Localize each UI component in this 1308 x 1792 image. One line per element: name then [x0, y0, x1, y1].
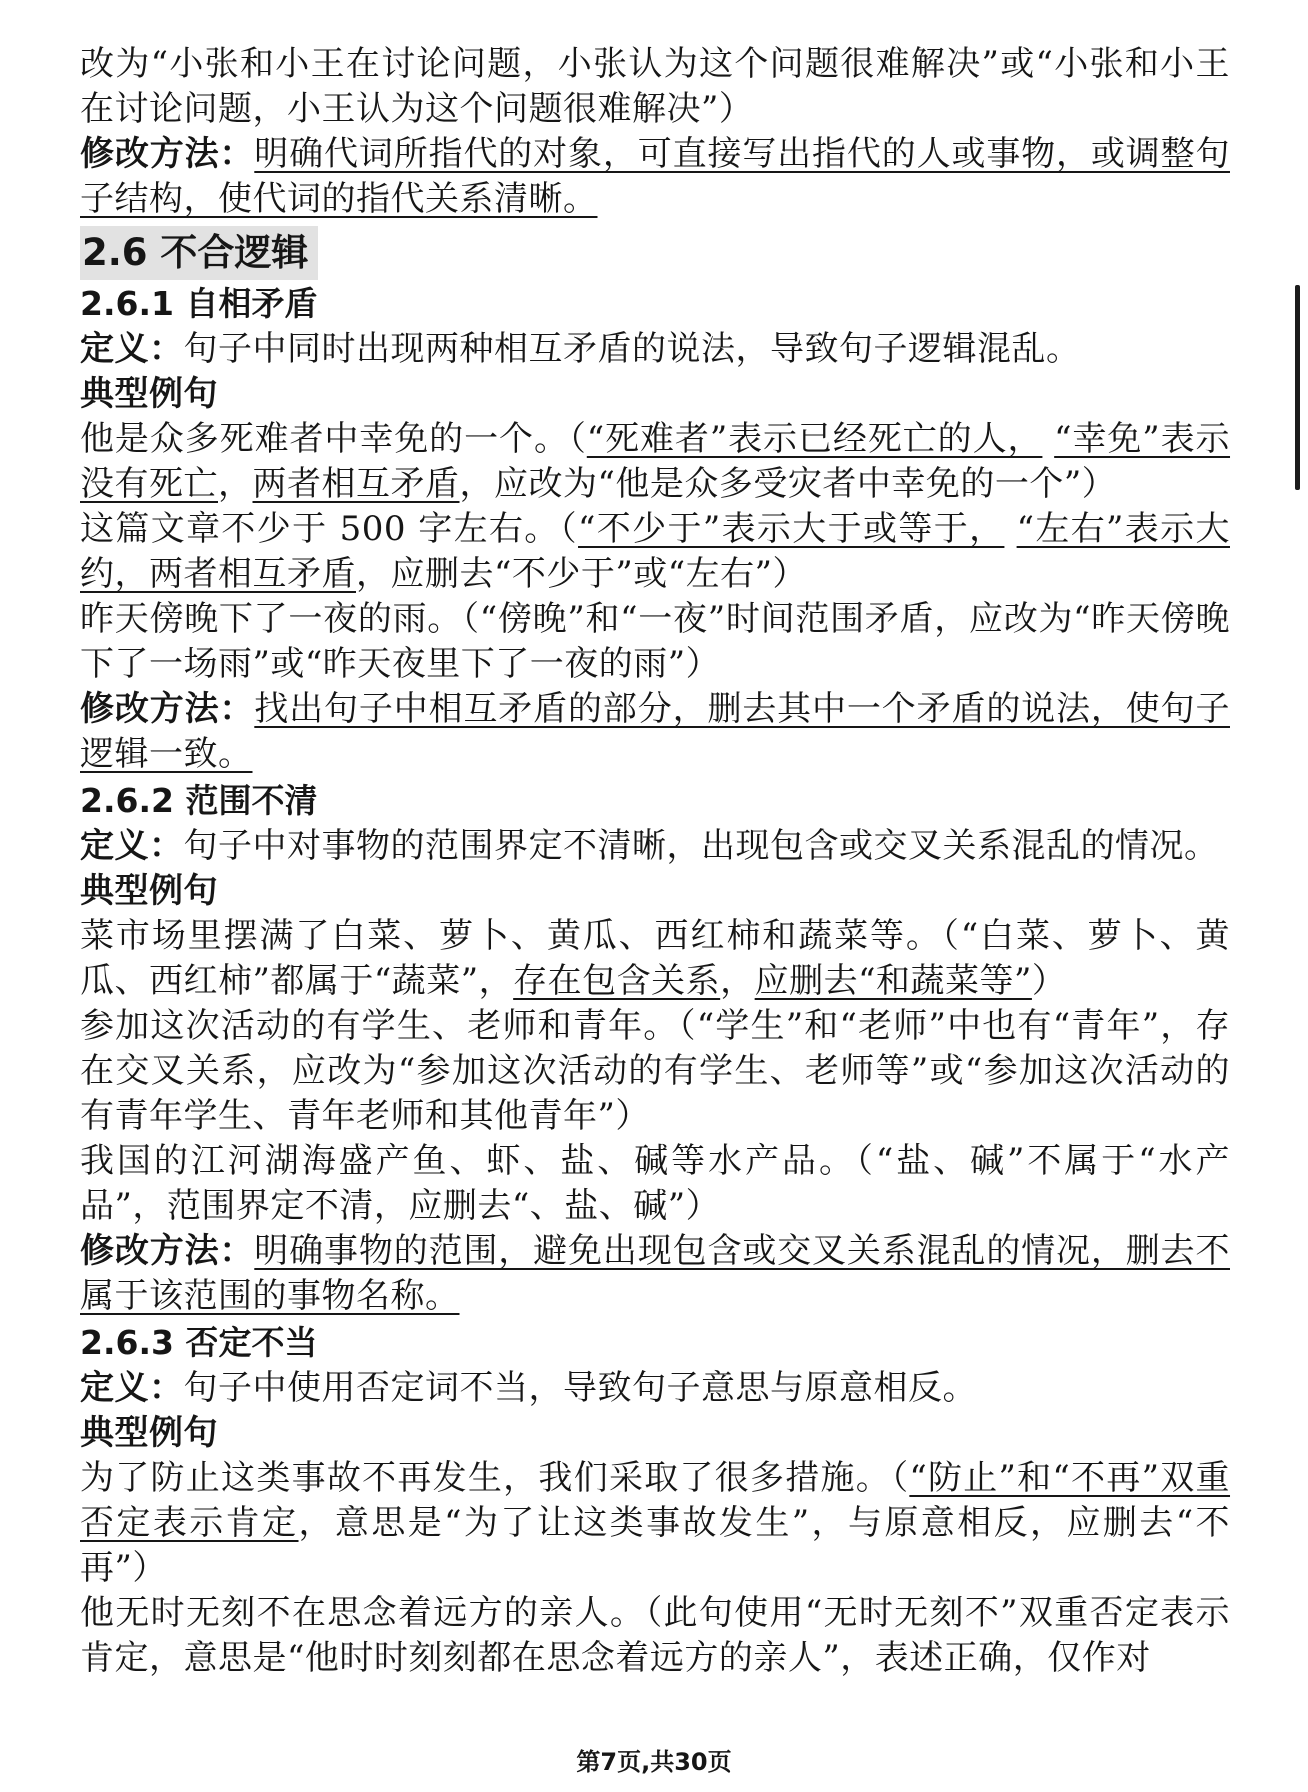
example-text: 菜市场里摆满了白菜、萝卜、黄瓜、西红柿和蔬菜等。（“白菜、萝卜、黄瓜、西红柿”都属于“蔬菜”， [80, 916, 1230, 1001]
definition-text: 句子中同时出现两种相互矛盾的说法，导致句子逻辑混乱。 [183, 329, 1081, 369]
example-text [1042, 419, 1054, 459]
method-label: 修改方法： [80, 134, 255, 174]
example-underline: 应删去“和蔬菜等” [754, 961, 1032, 1001]
examples-label: 典型例句 [80, 871, 218, 911]
definition-text: 句子中使用否定词不当，导致句子意思与原意相反。 [183, 1368, 977, 1408]
example-text: 为了防止这类事故不再发生，我们采取了很多措施。（ [80, 1458, 910, 1498]
method-text: 找出句子中相互矛盾的部分，删去其中一个矛盾的说法，使句子逻辑一致。 [80, 689, 1230, 774]
method-label: 修改方法： [80, 689, 255, 729]
definition [80, 824, 1230, 869]
intro-paragraph: 改为“小张和小王在讨论问题，小张认为这个问题很难解决”或“小张和小王在讨论问题，小王认为这个问题很难解决”） [80, 44, 1230, 129]
example-text: ， [720, 961, 755, 1001]
example-underline: “死难者”表示已经死亡的人， [586, 419, 1043, 459]
example-underline: 两者相互矛盾 [252, 464, 460, 504]
examples-label: 典型例句 [80, 1413, 218, 1453]
definition [80, 327, 1230, 372]
example-text: ，应删去“不少于”或“左右”） [356, 554, 808, 594]
subsection-heading-scope: 2.6.2 范围不清 [80, 781, 318, 820]
example-sentence [80, 507, 1230, 597]
example-sentence: 昨天傍晚下了一夜的雨。（“傍晚”和“一夜”时间范围矛盾，应改为“昨天傍晚下了一场雨”或“昨天夜里下了一夜的雨”） [80, 599, 1230, 684]
example-text: ） [1031, 961, 1067, 1001]
example-sentence: 我国的江河湖海盛产鱼、虾、盐、碱等水产品。（“盐、碱”不属于“水产品”，范围界定不清，应删去“、盐、碱”） [80, 1141, 1230, 1226]
section-heading: 2.6 不合逻辑 [80, 226, 318, 280]
example-text: ， [218, 464, 253, 504]
example-sentence [80, 417, 1230, 507]
method-text: 明确代词所指代的对象，可直接写出指代的人或事物，或调整句子结构，使代词的指代关系清晰。 [80, 134, 1230, 219]
method-label: 修改方法： [80, 1231, 255, 1271]
example-text: 这篇文章不少于 500 字左右。（ [80, 509, 579, 549]
revision-method [80, 687, 1230, 777]
intro-method [80, 132, 1230, 222]
method-text: 明确事物的范围，避免出现包含或交叉关系混乱的情况，删去不属于该范围的事物名称。 [80, 1231, 1230, 1316]
example-text: ，意思是“为了让这类事故发生”，与原意相反，应删去“不再”） [80, 1503, 1231, 1588]
example-sentence: 他无时无刻不在思念着远方的亲人。（此句使用“无时无刻不”双重否定表示肯定，意思是“他时时刻刻都在思念着远方的亲人”，表述正确，仅作对 [80, 1593, 1230, 1678]
example-underline: “左右”表示大约，两者相互矛盾 [80, 509, 1230, 594]
subsection-heading-contradiction: 2.6.1 自相矛盾 [80, 284, 318, 323]
revision-method [80, 1229, 1230, 1319]
definition-text: 句子中对事物的范围界定不清晰，出现包含或交叉关系混乱的情况。 [183, 826, 1219, 866]
example-sentence [80, 1456, 1230, 1591]
definition-label: 定义： [80, 1368, 184, 1408]
subsection-heading-negation: 2.6.3 否定不当 [80, 1323, 318, 1362]
example-underline: “幸免”表示没有死亡 [80, 419, 1231, 504]
example-text: 他是众多死难者中幸免的一个。（ [80, 419, 587, 459]
example-underline: 存在包含关系 [513, 961, 721, 1001]
scrollbar-thumb[interactable] [1295, 285, 1300, 490]
example-sentence [80, 914, 1230, 1004]
example-underline: “不少于”表示大于或等于， [578, 509, 1005, 549]
example-text [1004, 509, 1016, 549]
definition-label: 定义： [80, 329, 184, 369]
definition [80, 1366, 1230, 1411]
page-number: 第7页,共30页 [576, 1748, 732, 1776]
examples-label: 典型例句 [80, 374, 218, 414]
example-text: ，应改为“他是众多受灾者中幸免的一个”） [459, 464, 1117, 504]
document-page [80, 42, 1230, 1681]
example-underline: “防止”和“不再”双重否定表示肯定 [80, 1458, 1231, 1543]
example-sentence: 参加这次活动的有学生、老师和青年。（“学生”和“老师”中也有“青年”，存在交叉关系，应改为“参加这次活动的有学生、老师等”或“参加这次活动的有青年学生、青年老师和其他青年”） [80, 1006, 1230, 1136]
definition-label: 定义： [80, 826, 184, 866]
